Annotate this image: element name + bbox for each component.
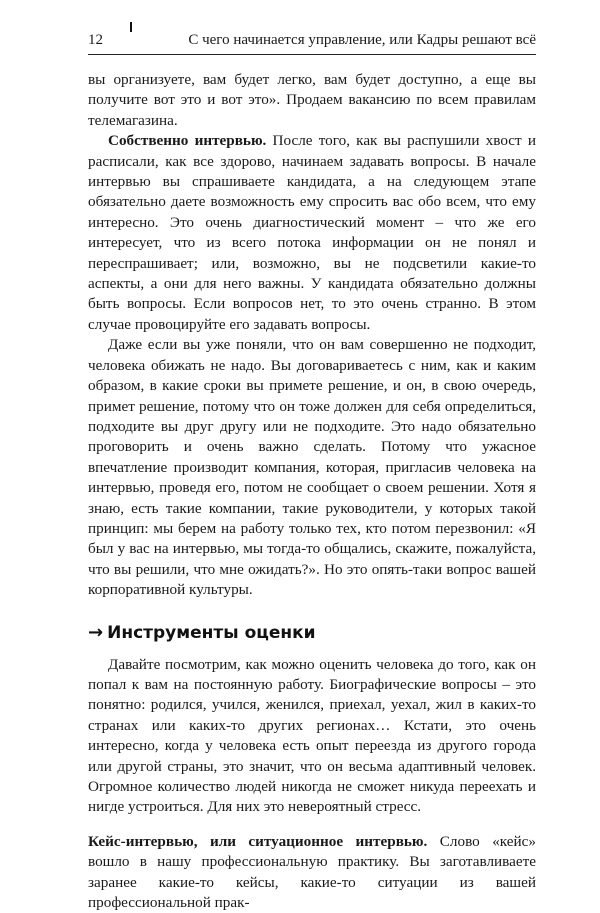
paragraph-spacer (88, 818, 536, 832)
page-number: 12 (88, 32, 103, 48)
paragraph-4: Давайте посмотрим, как можно оценить человека до того, как он попал к вам на постоянную работу. Биографические вопросы – это понятно: родился, учился, женился, приехал, уехал, жил в каких-то странах или каких-то других регионах… Кстати, это очень интересно, когда у человека есть опыт переезда из другого города или другой страны, это значит, что он весьма адаптивный человек. Огромное количество людей никогда не сможет никуда переехать и нигде устроиться. Для них это невероятный стресс. (88, 655, 536, 816)
section-title: Инструменты оценки (107, 622, 316, 643)
paragraph-lead: Кейс-интервью, или ситуационное интервью. (88, 832, 428, 850)
running-head: С чего начинается управление, или Кадры решают всё (188, 32, 536, 48)
paragraph-text: Слово «кейс» вошло в нашу профессиональную практику. Вы заготавливаете заранее какие-то кейсы, какие-то ситуации из вашей профессиональной прак- (88, 832, 537, 912)
paragraph-3: Даже если вы уже поняли, что он вам совершенно не подходит, человека обижать не надо. Вы договариваетесь с ним, как и каким образом, в какие сроки вы примете решение, и он, в свою очередь, примет решение, потому что он тоже должен для себя определиться, подходите вы друг другу или не подходите. Это надо обязательно проговорить и очень важно сделать. Потому что ужасное впечатление производит компания, которая, пригласив человека на интервью, проведя его, потом не сообщает о своем решении. Хотя я знаю, есть такие компании, такие руководители, у которых такой принцип: мы берем на работу только тех, кто потом перезвонил: «Я был у вас на интервью, мы тогда-то общались, скажите, пожалуйста, что вы решили, что мне ожидать?». Но это опять-таки вопрос вашей корпоративной культуры. (88, 336, 536, 599)
header-mark (130, 22, 132, 32)
paragraph-interview (88, 131, 536, 335)
paragraph-case-interview (88, 832, 536, 913)
paragraph-lead: Собственно интервью. (108, 132, 267, 150)
page-header (88, 28, 536, 55)
paragraph-1: вы организуете, вам будет легко, вам будет доступно, а еще вы получите вот это и вот это». Продаем вакансию по всем правилам телемагазина. (88, 71, 536, 129)
section-heading (88, 619, 536, 647)
paragraph-text: После того, как вы распушили хвост и расписали, как все здорово, начинаем задавать вопросы. В начале интервью вы спрашиваете кандидата, а на следующем этапе обязательно даете возможность ему спросить вас обо всем, что ему интересно. Это очень диагностический момент – что же его интересует, что из всего потока информации он не понял и переспрашивает; или, возможно, вы не подсветили какие-то аспекты, а они для него важны. У кандидата обязательно должны быть вопросы. Если вопросов нет, то это очень странно. В этом случае провоцируйте его задавать вопросы. (88, 132, 536, 333)
page-body (88, 70, 536, 913)
arrow-right-icon: → (88, 621, 104, 643)
